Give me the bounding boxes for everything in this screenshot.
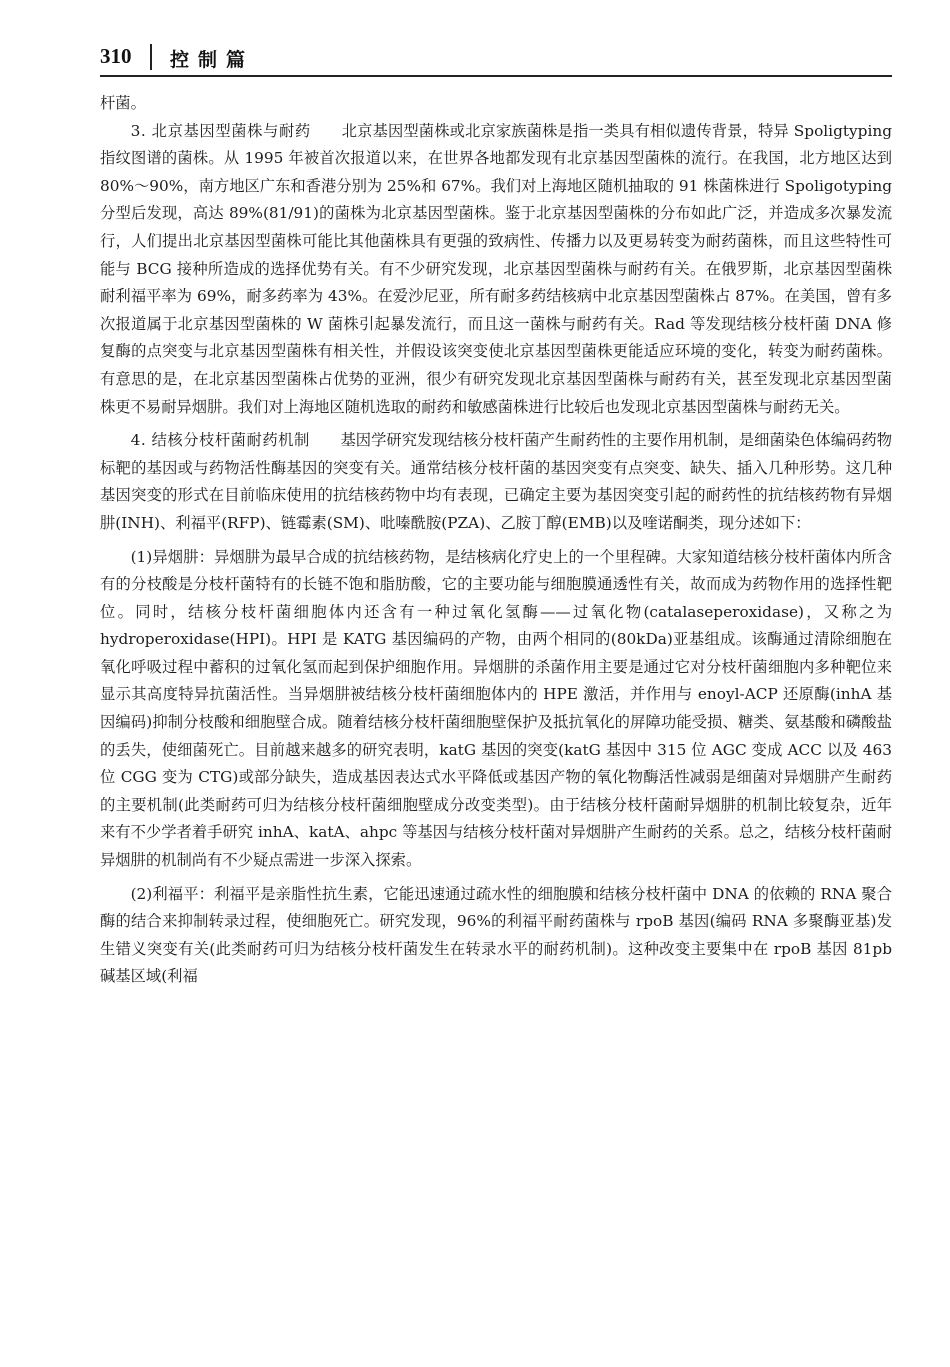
header-rule — [100, 75, 892, 77]
paragraph-continuation: 杆菌。 — [100, 94, 146, 112]
paragraph-beijing-genotype — [100, 118, 892, 422]
paragraph-heading: 3. 北京基因型菌株与耐药 — [130, 121, 311, 140]
paragraph-resistance-mechanism — [100, 427, 892, 537]
paragraph-body: 基因学研究发现结核分枝杆菌产生耐药性的主要作用机制，是细菌染色体编码药物标靶的基因或与药物活性酶基因的突变有关。通常结核分枝杆菌的基因突变有点突变、缺失、插入几种形势。这几种基因突变的形式在目前临床使用的抗结核药物中均有表现，已确定主要为基因突变引起的耐药性的抗结核药物有异烟肼(INH)、利福平(RFP)、链霉素(SM)、吡嗪酰胺(PZA)、乙胺丁醇(EMB)以及喹诺酮类，现分述如下： — [100, 431, 892, 532]
page-number: 310 — [100, 44, 132, 68]
section-title: 控制篇 — [170, 49, 255, 71]
paragraph-body: 北京基因型菌株或北京家族菌株是指一类具有相似遗传背景，特异 Spoligtyping 指纹图谱的菌株。从 1995 年被首次报道以来，在世界各地都发现有北京基因型菌株的流行。在我国，北方地区达到 80%～90%，南方地区广东和香港分别为 25%和 67%。我们对上海地区随机抽取的 91 株菌株进行 Spoligotyping 分型后发现，高达 89%(81/91)的菌株为北京基因型菌株。鉴于北京基因型菌株的分布如此广泛，并造成多次暴发流行，人们提出北京基因型菌株可能比其他菌株具有更强的致病性、传播力以及更易转变为耐药菌株，而且这些特性可能与 BCG 接种所造成的选择优势有关。有不少研究发现，北京基因型菌株与耐药有关。在俄罗斯，北京基因型菌株耐利福平率为 69%，耐多药率为 43%。在爱沙尼亚，所有耐多药结核病中北京基因型菌株占 87%。在美国，曾有多次报道属于北京基因型菌株的 W 菌株引起暴发流行，而且这一菌株与耐药有关。Rad 等发现结核分枝杆菌 DNA 修复酶的点突变与北京基因型菌株有相关性，并假设该突变使北京基因型菌株更能适应环境的变化，转变为耐药菌株。有意思的是，在北京基因型菌株占优势的亚洲，很少有研究发现北京基因型菌株与耐药有关，甚至发现北京基因型菌株更不易耐异烟肼。我们对上海地区随机选取的耐药和敏感菌株进行比较后也发现北京基因型菌株与耐药无关。 — [100, 121, 892, 416]
paragraph-isoniazid: (1)异烟肼：异烟肼为最早合成的抗结核药物，是结核病化疗史上的一个里程碑。大家知道结核分枝杆菌体内所含有的分枝酸是分枝杆菌特有的长链不饱和脂肪酸，它的主要功能与细胞膜通透性有关，故而成为药物作用的选择性靶位。同时，结核分枝杆菌细胞体内还含有一种过氧化氢酶——过氧化物(catalaseperoxidase)，又称之为 hydroperoxidase(HPI)。HPI 是 KATG 基因编码的产物，由两个相同的(80kDa)亚基组成。该酶通过清除细胞在氧化呼吸过程中蓄积的过氧化氢而起到保护细胞作用。异烟肼的杀菌作用主要是通过它对分枝杆菌细胞内多种靶位来显示其高度特异抗菌活性。当异烟肼被结核分枝杆菌细胞体内的 HPE 激活，并作用与 enoyl-ACP 还原酶(inhA 基因编码)抑制分枝酸和细胞壁合成。随着结核分枝杆菌细胞壁保护及抵抗氧化的屏障功能受损、糖类、氨基酸和磷酸盐的丢失，使细菌死亡。目前越来越多的研究表明，katG 基因的突变(katG 基因中 315 位 AGC 变成 ACC 以及 463 位 CGG 变为 CTG)或部分缺失，造成基因表达式水平降低或基因产物的氧化物酶活性减弱是细菌对异烟肼产生耐药的主要机制(此类耐药可归为结核分枝杆菌细胞壁成分改变类型)。由于结核分枝杆菌耐异烟肼的机制比较复杂，近年来有不少学者着手研究 inhA、katA、ahpc 等基因与结核分枝杆菌对异烟肼产生耐药的关系。总之，结核分枝杆菌耐异烟肼的机制尚有不少疑点需进一步深入探索。 — [100, 547, 892, 870]
paragraph-rifampicin: (2)利福平：利福平是亲脂性抗生素，它能迅速通过疏水性的细胞膜和结核分枝杆菌中 DNA 的依赖的 RNA 聚合酶的结合来抑制转录过程，使细胞死亡。研究发现，96%的利福平耐药菌株与 rpoB 基因(编码 RNA 多聚酶亚基)发生错义突变有关(此类耐药可归为结核分枝杆菌发生在转录水平的耐药机制)。这种改变主要集中在 rpoB 基因 81pb 碱基区域(利福 — [100, 884, 892, 986]
header-divider — [150, 44, 152, 70]
paragraph-heading: 4. 结核分枝杆菌耐药机制 — [130, 431, 310, 450]
body-text — [100, 90, 892, 991]
